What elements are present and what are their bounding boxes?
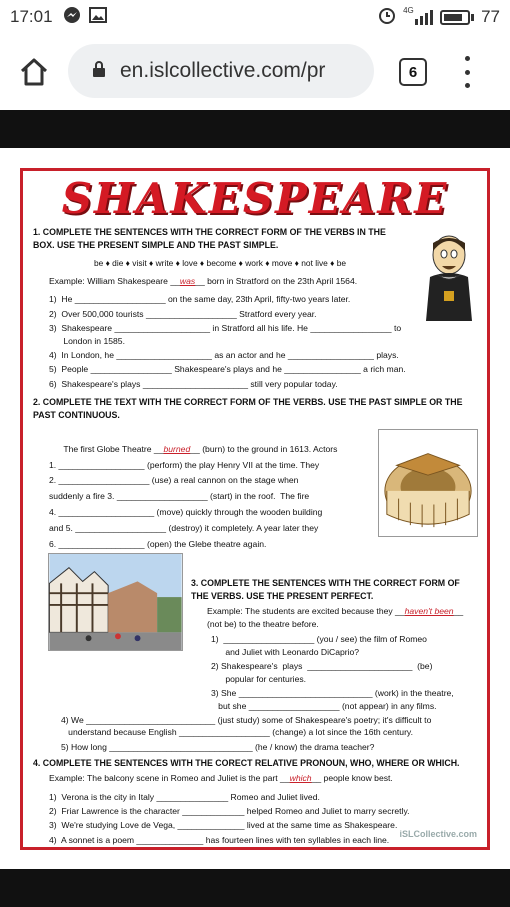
globe-theatre-image: [378, 429, 478, 537]
verb-box: be ♦ die ♦ visit ♦ write ♦ love ♦ become ♦ work ♦ move ♦ not live ♦ be: [93, 257, 347, 268]
address-bar[interactable]: [68, 44, 374, 98]
list-item: 4) We ___________________________ (just study) some of Shakespeare's poetry; it's difficult to understand because English ___________________ (change) a lot since the 16th century.: [61, 714, 432, 738]
lock-icon: [92, 60, 106, 83]
list-item: 3) She ____________________________ (work) in the theatre, but she ___________________ (not appear) in any films.: [211, 688, 454, 711]
network-type: 4G: [403, 5, 414, 15]
list-item: 4) In London, he ____________________ as an actor and he __________________ plays.: [49, 349, 399, 360]
section-3: [191, 577, 477, 685]
page-dark-band-top: [0, 110, 510, 148]
gallery-icon: [89, 7, 107, 28]
example-answer: was: [179, 275, 196, 286]
overflow-menu-button[interactable]: [462, 56, 472, 88]
section-2-text: The first Globe Theatre __burned__ (burn) to the ground in 1613. Actors 1. __________________ (perform) the play Henry VII at the time. They 2. ___________________ (use) a real cannon on the stage when suddenly a fire 3. ___________________ (start) in the roof. The fire 4. ____________________ (move) quickly through the wooden building and 5. ___________________ (destroy) it completely. A year later they 6. __________________ (open) the Glebe theatre again.: [49, 443, 338, 550]
stratford-street-photo: [48, 553, 183, 651]
worksheet-title: SHAKESPEARE: [61, 174, 449, 223]
list-item: 4) A sonnet is a poem ______________ has fourteen lines with ten syllables in each line.: [49, 834, 390, 845]
list-item: 1) Verona is the city in Italy _______________ Romeo and Juliet lived.: [49, 791, 320, 802]
battery-icon: [440, 10, 474, 25]
section-3-items-bottom: [61, 687, 477, 753]
example-answer: haven't been: [404, 606, 454, 617]
list-item: 3) We're studying Love de Vega, ______________ lived at the same time as Shakespeare.: [49, 820, 398, 831]
status-time: 17:01: [10, 7, 53, 26]
islcollective-logo: iSLCollective.com: [399, 828, 477, 839]
shakespeare-cartoon-image: [420, 233, 478, 323]
section-2-heading: 2. COMPLETE THE TEXT WITH THE CORRECT FORM OF THE VERBS. USE THE PAST SIMPLE OR THE PAST CONTINUOUS.: [33, 397, 463, 421]
example-answer: which: [289, 773, 312, 784]
list-item: 6) Shakespeare's plays ______________________ still very popular today.: [49, 378, 338, 389]
example-answer: burned: [163, 443, 191, 454]
list-item: 2) Shakespeare's plays ______________________ (be) popular for centuries.: [211, 661, 433, 684]
list-item: 2) Friar Lawrence is the character _____________ helped Romeo and Juliet to marry secretly.: [49, 805, 410, 816]
list-item: 5) How long ______________________________ (he / know) the drama teacher?: [61, 741, 375, 752]
list-item: 2) Over 500,000 tourists ___________________ Stratford every year.: [49, 308, 317, 319]
signal-icon: [403, 5, 433, 25]
page-dark-band-bottom: [0, 869, 510, 907]
section-4-heading: 4. COMPLETE THE SENTENCES WITH THE CORECT RELATIVE PRONOUN, WHO, WHERE OR WHICH.: [33, 758, 460, 769]
section-3-example: Example: The students are excited because they __haven't been__ (not be) to the theatre before.: [207, 606, 464, 629]
battery-level: 77: [481, 7, 500, 26]
browser-toolbar: [0, 34, 510, 110]
section-1-heading: 1. COMPLETE THE SENTENCES WITH THE CORRECT FORM OF THE VERBS IN THE BOX. USE THE PRESENT SIMPLE AND THE PAST SIMPLE.: [33, 227, 386, 250]
messenger-icon: [63, 6, 81, 29]
home-button[interactable]: [14, 52, 54, 92]
status-bar: [0, 0, 510, 34]
list-item: 1) He ___________________ on the same day, 23th April, fifty-two years later.: [49, 294, 351, 305]
url-text: en.islcollective.com/pr: [120, 59, 326, 82]
section-3-items-top: [211, 633, 477, 685]
home-icon: [19, 57, 49, 87]
section-4-example: Example: The balcony scene in Romeo and Juliet is the part __which__ people know best.: [49, 773, 393, 784]
worksheet-image: [20, 168, 490, 850]
list-item: 3) Shakespeare ____________________ in Stratford all his life. He _________________ to London in 1585.: [49, 323, 402, 346]
section-3-heading: 3. COMPLETE THE SENTENCES WITH THE CORRECT FORM OF THE VERBS. USE THE PRESENT PERFECT.: [191, 577, 460, 601]
section-1-example: Example: William Shakespeare __was__ born in Stratford on the 23th April 1564.: [49, 275, 358, 286]
section-1-items: [49, 293, 477, 390]
list-item: 1) ___________________ (you / see) the film of Romeo and Juliet with Leonardo DiCaprio?: [211, 634, 427, 657]
tab-switcher-button[interactable]: 6: [399, 58, 427, 86]
list-item: 5) People _________________ Shakespeare's plays and he ________________ a rich man.: [49, 364, 406, 375]
alarm-icon: [378, 6, 396, 29]
